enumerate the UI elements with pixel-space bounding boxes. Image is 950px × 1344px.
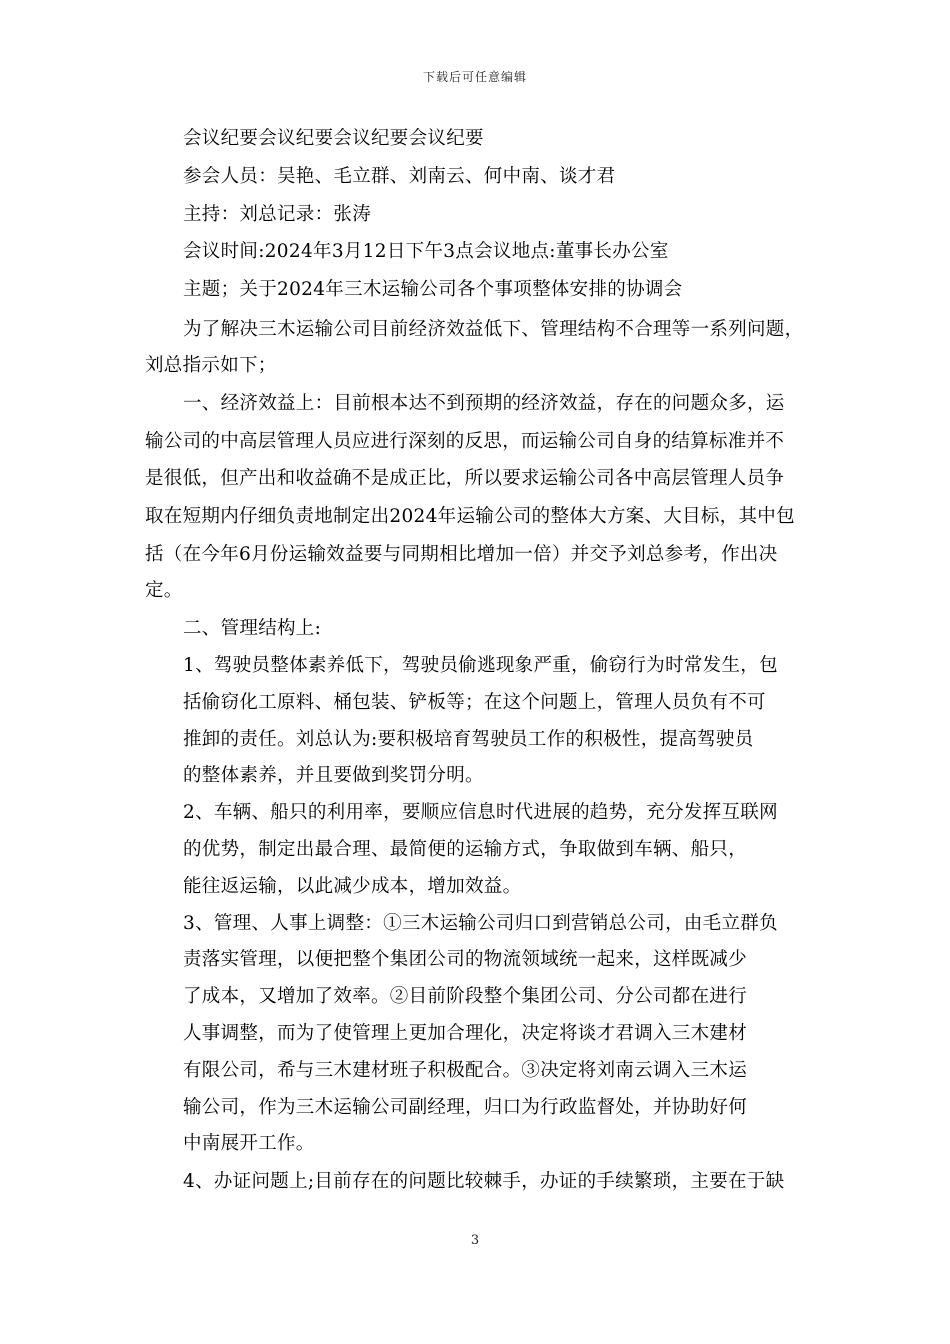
text-line: 二、管理结构上: <box>183 618 322 639</box>
text-line: 输公司的中高层管理人员应进行深刻的反思，而运输公司自身的结算标准并不 <box>145 431 785 452</box>
text-line: 能往返运输，以此减少成本，增加效益。 <box>183 876 522 897</box>
text-line: 2、车辆、船只的利用率，要顺应信息时代进展的趋势，充分发挥互联网 <box>183 802 778 823</box>
text-line: 是很低，但产出和收益确不是成正比，所以要求运输公司各中高层管理人员争 <box>145 468 785 489</box>
text-line: 了成本，又增加了效率。②目前阶段整个集团公司、分公司都在进行 <box>183 986 748 1007</box>
text-line: 中南展开工作。 <box>183 1133 315 1154</box>
text-line: 1、驾驶员整体素养低下，驾驶员偷逃现象严重，偷窃行为时常发生，包 <box>183 655 778 676</box>
page-number: 3 <box>470 1233 480 1248</box>
text-line: 的整体素养，并且要做到奖罚分明。 <box>183 765 484 786</box>
text-line: 为了解决三木运输公司目前经济效益低下、管理结构不合理等一系列问题， <box>183 319 804 340</box>
text-line: 括偷窃化工原料、桶包装、铲板等；在这个问题上，管理人员负有不可 <box>183 692 766 713</box>
text-line: 的优势，制定出最合理、最简便的运输方式，争取做到车辆、船只， <box>183 839 748 860</box>
text-line: 取在短期内仔细负责地制定出2024年运输公司的整体大方案、大目标，其中包 <box>145 506 795 527</box>
text-line: 3、管理、人事上调整：①三木运输公司归口到营销总公司，由毛立群负 <box>183 913 778 934</box>
page-header: 下载后可任意编辑 <box>422 70 527 84</box>
text-line: 括（在今年6月份运输效益要与同期相比增加一倍）并交予刘总参考，作出决 <box>145 544 778 565</box>
text-line: 4、办证问题上;目前存在的问题比较棘手，办证的手续繁琐，主要在于缺 <box>183 1171 785 1192</box>
text-line: 推卸的责任。刘总认为:要积极培育驾驶员工作的积极性，提高驾驶员 <box>183 729 754 750</box>
text-line: 一、经济效益上：目前根本达不到预期的经济效益，存在的问题众多，运 <box>183 393 785 414</box>
text-line: 会议时间:2024年3月12日下午3点会议地点:董事长办公室 <box>183 241 669 262</box>
text-line: 主持：刘总记录：张涛 <box>183 204 372 225</box>
text-line: 有限公司，希与三木建材班子积极配合。③决定将刘南云调入三木运 <box>183 1060 748 1081</box>
text-line: 刘总指示如下； <box>145 355 277 376</box>
text-line: 会议纪要会议纪要会议纪要会议纪要 <box>183 128 484 149</box>
text-line: 责落实管理，以便把整个集团公司的物流领域统一起来，这样既减少 <box>183 949 748 970</box>
text-line: 参会人员：吴艳、毛立群、刘南云、何中南、谈才君 <box>183 166 616 187</box>
text-line: 主题；关于2024年三木运输公司各个事项整体安排的协调会 <box>183 279 683 300</box>
text-line: 输公司，作为三木运输公司副经理，归口为行政监督处，并协助好何 <box>183 1097 748 1118</box>
text-line: 定。 <box>145 580 183 601</box>
text-line: 人事调整，而为了使管理上更加合理化，决定将谈才君调入三木建材 <box>183 1023 748 1044</box>
